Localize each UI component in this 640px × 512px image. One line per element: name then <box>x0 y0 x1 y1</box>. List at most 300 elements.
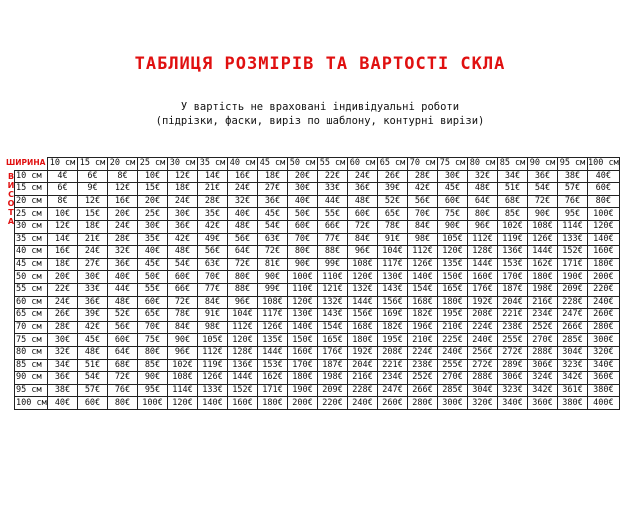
price-cell: 128€ <box>468 246 498 259</box>
price-cell: 84€ <box>408 220 438 233</box>
price-cell: 66€ <box>168 283 198 296</box>
price-cell: 85€ <box>498 208 528 221</box>
price-cell: 24€ <box>348 170 378 183</box>
price-cell: 195€ <box>378 334 408 347</box>
price-cell: 39€ <box>378 183 408 196</box>
price-cell: 48€ <box>468 183 498 196</box>
price-cell: 156€ <box>378 296 408 309</box>
price-cell: 24€ <box>48 296 78 309</box>
price-cell: 24€ <box>228 183 258 196</box>
price-cell: 112€ <box>468 233 498 246</box>
row-header: 25 см <box>15 208 48 221</box>
price-cell: 95€ <box>138 384 168 397</box>
price-cell: 96€ <box>228 296 258 309</box>
price-cell: 65€ <box>138 309 168 322</box>
price-cell: 18€ <box>168 183 198 196</box>
price-cell: 144€ <box>528 246 558 259</box>
price-cell: 320€ <box>468 397 498 410</box>
price-cell: 40€ <box>48 397 78 410</box>
price-cell: 323€ <box>498 384 528 397</box>
price-cell: 208€ <box>468 309 498 322</box>
price-cell: 209€ <box>318 384 348 397</box>
price-cell: 50€ <box>288 208 318 221</box>
price-cell: 48€ <box>348 195 378 208</box>
price-cell: 160€ <box>468 271 498 284</box>
price-cell: 22€ <box>318 170 348 183</box>
table-row <box>15 321 620 334</box>
price-cell: 15€ <box>138 183 168 196</box>
price-cell: 182€ <box>378 321 408 334</box>
price-cell: 28€ <box>108 233 138 246</box>
column-header: 70 см <box>408 158 438 171</box>
price-cell: 12€ <box>108 183 138 196</box>
price-cell: 96€ <box>348 246 378 259</box>
price-cell: 280€ <box>408 397 438 410</box>
price-cell: 36€ <box>528 170 558 183</box>
price-cell: 33€ <box>318 183 348 196</box>
price-cell: 162€ <box>258 372 288 385</box>
price-cell: 60€ <box>168 271 198 284</box>
price-cell: 10€ <box>48 208 78 221</box>
price-cell: 132€ <box>318 296 348 309</box>
row-header: 70 см <box>15 321 48 334</box>
price-cell: 38€ <box>558 170 588 183</box>
price-cell: 247€ <box>378 384 408 397</box>
price-cell: 160€ <box>228 397 258 410</box>
price-cell: 240€ <box>438 346 468 359</box>
price-cell: 252€ <box>408 372 438 385</box>
price-cell: 304€ <box>468 384 498 397</box>
price-cell: 80€ <box>138 346 168 359</box>
price-cell: 168€ <box>348 321 378 334</box>
price-cell: 154€ <box>318 321 348 334</box>
column-header: 40 см <box>228 158 258 171</box>
price-cell: 126€ <box>198 372 228 385</box>
price-cell: 45€ <box>138 258 168 271</box>
price-cell: 198€ <box>318 372 348 385</box>
price-cell: 40€ <box>228 208 258 221</box>
price-cell: 30€ <box>438 170 468 183</box>
price-cell: 90€ <box>528 208 558 221</box>
row-header: 75 см <box>15 334 48 347</box>
price-cell: 57€ <box>558 183 588 196</box>
price-cell: 171€ <box>258 384 288 397</box>
note-line-2: (підрізки, фаски, виріз по шаблону, контурні вирізи) <box>155 115 485 127</box>
price-cell: 100€ <box>288 271 318 284</box>
price-cell: 63€ <box>258 233 288 246</box>
price-cell: 24€ <box>168 195 198 208</box>
column-header: 95 см <box>558 158 588 171</box>
price-cell: 104€ <box>378 246 408 259</box>
price-cell: 77€ <box>318 233 348 246</box>
price-cell: 72€ <box>528 195 558 208</box>
height-axis-letter: С <box>8 190 14 199</box>
price-cell: 27€ <box>78 258 108 271</box>
price-cell: 170€ <box>498 271 528 284</box>
price-cell: 204€ <box>348 359 378 372</box>
price-cell: 255€ <box>498 334 528 347</box>
price-cell: 285€ <box>558 334 588 347</box>
price-cell: 24€ <box>108 220 138 233</box>
price-cell: 85€ <box>138 359 168 372</box>
price-cell: 12€ <box>78 195 108 208</box>
price-cell: 238€ <box>408 359 438 372</box>
price-cell: 64€ <box>468 195 498 208</box>
price-table-wrapper <box>14 157 620 410</box>
price-cell: 300€ <box>588 334 620 347</box>
price-cell: 234€ <box>378 372 408 385</box>
price-cell: 140€ <box>588 233 620 246</box>
price-cell: 60€ <box>348 208 378 221</box>
price-cell: 216€ <box>348 372 378 385</box>
table-row <box>15 359 620 372</box>
price-cell: 28€ <box>48 321 78 334</box>
page-title: ТАБЛИЦЯ РОЗМІРІВ ТА ВАРТОСТІ СКЛА <box>134 54 506 74</box>
price-cell: 323€ <box>558 359 588 372</box>
price-cell: 84€ <box>198 296 228 309</box>
price-cell: 112€ <box>408 246 438 259</box>
price-cell: 270€ <box>438 372 468 385</box>
price-cell: 210€ <box>438 321 468 334</box>
price-cell: 144€ <box>228 372 258 385</box>
price-cell: 209€ <box>558 283 588 296</box>
price-cell: 42€ <box>408 183 438 196</box>
price-cell: 180€ <box>288 372 318 385</box>
price-cell: 288€ <box>468 372 498 385</box>
table-corner <box>15 158 48 171</box>
price-cell: 55€ <box>318 208 348 221</box>
price-cell: 340€ <box>498 397 528 410</box>
price-cell: 210€ <box>408 334 438 347</box>
price-cell: 32€ <box>48 346 78 359</box>
price-cell: 154€ <box>408 283 438 296</box>
price-cell: 126€ <box>258 321 288 334</box>
price-cell: 180€ <box>258 397 288 410</box>
price-cell: 40€ <box>288 195 318 208</box>
price-cell: 156€ <box>348 309 378 322</box>
price-cell: 32€ <box>108 246 138 259</box>
price-cell: 77€ <box>198 283 228 296</box>
price-cell: 140€ <box>288 321 318 334</box>
price-cell: 99€ <box>258 283 288 296</box>
price-cell: 133€ <box>558 233 588 246</box>
price-cell: 114€ <box>558 220 588 233</box>
price-cell: 28€ <box>408 170 438 183</box>
price-cell: 112€ <box>228 321 258 334</box>
price-cell: 165€ <box>318 334 348 347</box>
column-header: 60 см <box>348 158 378 171</box>
table-row <box>15 309 620 322</box>
row-header: 65 см <box>15 309 48 322</box>
price-cell: 240€ <box>348 397 378 410</box>
price-cell: 78€ <box>378 220 408 233</box>
price-cell: 15€ <box>78 208 108 221</box>
price-cell: 20€ <box>108 208 138 221</box>
price-cell: 108€ <box>258 296 288 309</box>
price-cell: 14€ <box>48 233 78 246</box>
width-axis-label: ШИРИНА <box>6 158 46 167</box>
price-cell: 54€ <box>168 258 198 271</box>
price-cell: 20€ <box>48 271 78 284</box>
column-header: 30 см <box>168 158 198 171</box>
price-cell: 12€ <box>168 170 198 183</box>
price-cell: 30€ <box>288 183 318 196</box>
price-cell: 180€ <box>588 258 620 271</box>
row-header: 15 см <box>15 183 48 196</box>
price-cell: 16€ <box>108 195 138 208</box>
height-axis-letter: В <box>7 172 15 181</box>
price-cell: 45€ <box>78 334 108 347</box>
price-cell: 187€ <box>498 283 528 296</box>
table-row <box>15 271 620 284</box>
row-header: 20 см <box>15 195 48 208</box>
price-cell: 76€ <box>558 195 588 208</box>
price-cell: 120€ <box>288 296 318 309</box>
note-line-1: У вартість не враховані індивідуальні роботи <box>180 101 460 113</box>
price-cell: 98€ <box>408 233 438 246</box>
price-cell: 132€ <box>348 283 378 296</box>
price-cell: 108€ <box>528 220 558 233</box>
price-cell: 90€ <box>168 334 198 347</box>
price-cell: 98€ <box>198 321 228 334</box>
price-cell: 32€ <box>468 170 498 183</box>
price-cell: 14€ <box>198 170 228 183</box>
price-cell: 120€ <box>588 220 620 233</box>
price-cell: 9€ <box>78 183 108 196</box>
table-row <box>15 246 620 259</box>
price-cell: 266€ <box>408 384 438 397</box>
price-cell: 32€ <box>228 195 258 208</box>
price-cell: 60€ <box>138 296 168 309</box>
height-axis-letter: И <box>7 181 15 190</box>
price-cell: 200€ <box>588 271 620 284</box>
table-row <box>15 258 620 271</box>
price-cell: 380€ <box>588 384 620 397</box>
height-axis-letter: А <box>7 217 15 226</box>
price-cell: 144€ <box>258 346 288 359</box>
price-cell: 196€ <box>408 321 438 334</box>
price-cell: 80€ <box>288 246 318 259</box>
table-row <box>15 372 620 385</box>
price-cell: 48€ <box>108 296 138 309</box>
row-header: 35 см <box>15 233 48 246</box>
price-cell: 30€ <box>138 220 168 233</box>
column-header: 65 см <box>378 158 408 171</box>
column-header: 20 см <box>108 158 138 171</box>
price-cell: 150€ <box>438 271 468 284</box>
price-cell: 99€ <box>318 258 348 271</box>
price-cell: 144€ <box>348 296 378 309</box>
price-table <box>14 157 620 410</box>
price-cell: 204€ <box>498 296 528 309</box>
price-cell: 84€ <box>348 233 378 246</box>
price-cell: 38€ <box>48 384 78 397</box>
price-cell: 36€ <box>48 372 78 385</box>
price-cell: 105€ <box>438 233 468 246</box>
price-cell: 72€ <box>168 296 198 309</box>
price-cell: 36€ <box>108 258 138 271</box>
price-cell: 100€ <box>588 208 620 221</box>
price-cell: 70€ <box>288 233 318 246</box>
row-header: 85 см <box>15 359 48 372</box>
height-axis-letter: Т <box>8 208 14 217</box>
price-cell: 119€ <box>198 359 228 372</box>
price-cell: 110€ <box>318 271 348 284</box>
price-cell: 76€ <box>108 384 138 397</box>
price-cell: 80€ <box>468 208 498 221</box>
price-cell: 256€ <box>468 346 498 359</box>
price-cell: 224€ <box>468 321 498 334</box>
height-axis-letter: О <box>7 199 15 208</box>
price-cell: 25€ <box>138 208 168 221</box>
price-cell: 260€ <box>378 397 408 410</box>
price-cell: 160€ <box>588 246 620 259</box>
price-cell: 72€ <box>348 220 378 233</box>
column-header: 75 см <box>438 158 468 171</box>
table-row <box>15 296 620 309</box>
table-row <box>15 195 620 208</box>
price-cell: 26€ <box>48 309 78 322</box>
price-cell: 225€ <box>438 334 468 347</box>
price-cell: 255€ <box>438 359 468 372</box>
price-cell: 90€ <box>438 220 468 233</box>
price-cell: 75€ <box>438 208 468 221</box>
price-cell: 50€ <box>138 271 168 284</box>
price-cell: 96€ <box>168 346 198 359</box>
price-cell: 238€ <box>498 321 528 334</box>
price-cell: 221€ <box>378 359 408 372</box>
price-cell: 60€ <box>78 397 108 410</box>
price-cell: 120€ <box>168 397 198 410</box>
price-cell: 52€ <box>108 309 138 322</box>
price-cell: 306€ <box>528 359 558 372</box>
price-cell: 30€ <box>48 334 78 347</box>
column-header: 50 см <box>288 158 318 171</box>
table-row <box>15 346 620 359</box>
row-header: 100 см <box>16 397 47 408</box>
price-cell: 120€ <box>438 246 468 259</box>
price-cell: 34€ <box>48 359 78 372</box>
price-cell: 56€ <box>198 246 228 259</box>
price-cell: 10€ <box>138 170 168 183</box>
price-cell: 45€ <box>258 208 288 221</box>
price-cell: 44€ <box>108 283 138 296</box>
price-cell: 35€ <box>138 233 168 246</box>
price-cell: 6€ <box>48 183 78 196</box>
price-cell: 20€ <box>288 170 318 183</box>
price-cell: 190€ <box>288 384 318 397</box>
price-cell: 52€ <box>378 195 408 208</box>
price-cell: 95€ <box>558 208 588 221</box>
price-cell: 78€ <box>168 309 198 322</box>
price-cell: 176€ <box>318 346 348 359</box>
price-cell: 48€ <box>168 246 198 259</box>
price-cell: 117€ <box>258 309 288 322</box>
price-cell: 180€ <box>348 334 378 347</box>
price-cell: 150€ <box>288 334 318 347</box>
column-header: 35 см <box>198 158 228 171</box>
price-cell: 26€ <box>378 170 408 183</box>
price-cell: 36€ <box>168 220 198 233</box>
price-cell: 180€ <box>438 296 468 309</box>
price-cell: 51€ <box>498 183 528 196</box>
price-cell: 400€ <box>588 397 620 410</box>
price-cell: 33€ <box>78 283 108 296</box>
price-cell: 120€ <box>228 334 258 347</box>
price-cell: 70€ <box>408 208 438 221</box>
price-cell: 100€ <box>138 397 168 410</box>
column-header: 55 см <box>318 158 348 171</box>
column-header: 25 см <box>138 158 168 171</box>
row-header: 50 см <box>15 271 48 284</box>
price-cell: 66€ <box>318 220 348 233</box>
price-cell: 34€ <box>498 170 528 183</box>
price-cell: 21€ <box>78 233 108 246</box>
price-cell: 56€ <box>408 195 438 208</box>
price-cell: 120€ <box>348 271 378 284</box>
price-cell: 340€ <box>588 359 620 372</box>
price-cell: 80€ <box>588 195 620 208</box>
price-cell: 342€ <box>558 372 588 385</box>
price-cell: 27€ <box>258 183 288 196</box>
price-cell: 56€ <box>228 233 258 246</box>
price-cell: 117€ <box>378 258 408 271</box>
price-cell: 88€ <box>228 283 258 296</box>
price-cell: 272€ <box>498 346 528 359</box>
price-cell: 126€ <box>408 258 438 271</box>
price-cell: 72€ <box>228 258 258 271</box>
row-header: 95 см <box>15 384 48 397</box>
price-cell: 54€ <box>78 372 108 385</box>
price-cell: 266€ <box>558 321 588 334</box>
price-cell: 135€ <box>258 334 288 347</box>
price-cell: 170€ <box>288 359 318 372</box>
price-cell: 102€ <box>168 359 198 372</box>
price-cell: 64€ <box>228 246 258 259</box>
price-cell: 6€ <box>78 170 108 183</box>
price-cell: 182€ <box>408 309 438 322</box>
price-cell: 133€ <box>198 384 228 397</box>
column-header: 80 см <box>468 158 498 171</box>
price-cell: 18€ <box>78 220 108 233</box>
price-cell: 35€ <box>198 208 228 221</box>
column-header: 100 см <box>588 158 619 169</box>
price-cell: 48€ <box>78 346 108 359</box>
row-header: 80 см <box>15 346 48 359</box>
row-header: 10 см <box>15 170 48 183</box>
price-cell: 49€ <box>198 233 228 246</box>
price-cell: 42€ <box>168 233 198 246</box>
price-cell: 190€ <box>558 271 588 284</box>
price-cell: 108€ <box>168 372 198 385</box>
price-cell: 240€ <box>588 296 620 309</box>
price-cell: 126€ <box>528 233 558 246</box>
price-cell: 64€ <box>108 346 138 359</box>
price-cell: 40€ <box>108 271 138 284</box>
price-cell: 40€ <box>138 246 168 259</box>
price-cell: 54€ <box>528 183 558 196</box>
price-cell: 40€ <box>588 170 620 183</box>
price-cell: 208€ <box>378 346 408 359</box>
price-cell: 112€ <box>198 346 228 359</box>
price-cell: 68€ <box>498 195 528 208</box>
price-cell: 51€ <box>78 359 108 372</box>
price-cell: 91€ <box>198 309 228 322</box>
price-cell: 224€ <box>408 346 438 359</box>
row-header: 55 см <box>15 283 48 296</box>
price-cell: 22€ <box>48 283 78 296</box>
price-cell: 198€ <box>528 283 558 296</box>
